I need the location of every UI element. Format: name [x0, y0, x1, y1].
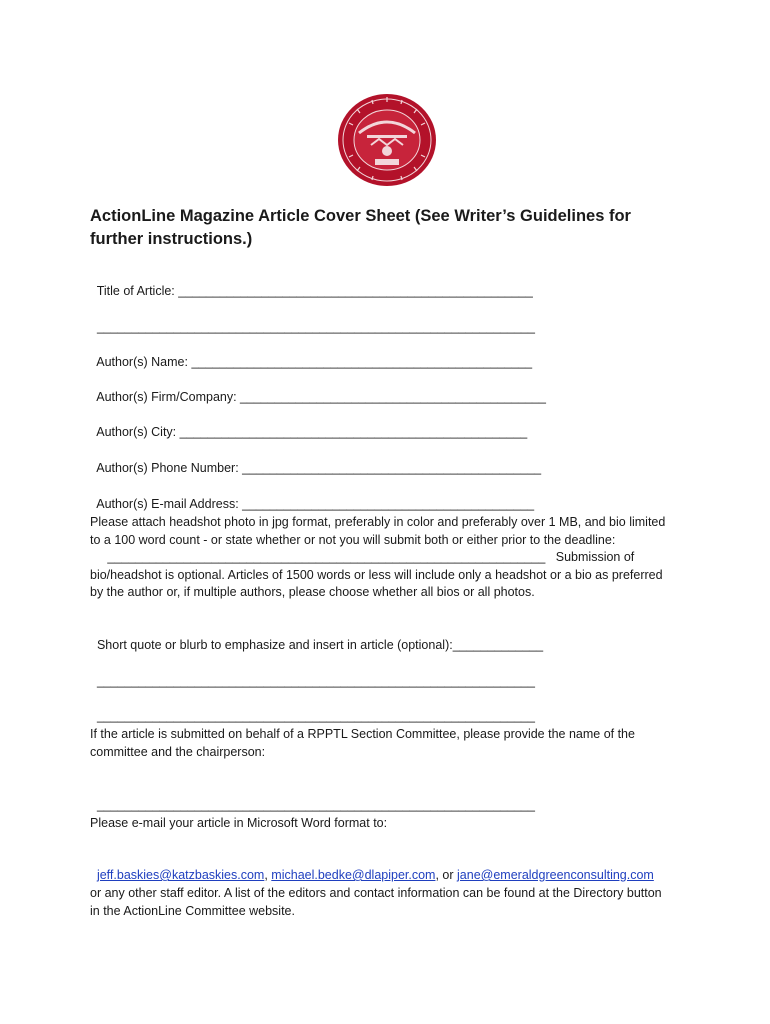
field-author-city[interactable] [90, 407, 527, 441]
field-author-firm[interactable] [90, 372, 546, 406]
field-title-continuation[interactable] [90, 302, 535, 336]
field-label: Short quote or blurb to emphasize and insert in article (optional): [96, 638, 453, 652]
field-quote-line-2[interactable] [90, 691, 535, 725]
email-separator: , [264, 868, 272, 882]
field-blank[interactable]: _______________________________________________________________ [96, 674, 535, 688]
headshot-instructions [90, 514, 668, 602]
email-separator: , or [435, 868, 458, 882]
florida-bar-seal [337, 93, 437, 187]
page-title: ActionLine Magazine Article Cover Sheet (See Writer’s Guidelines for further instructions.) [90, 207, 631, 248]
field-label: Author(s) Firm/Company: [96, 390, 241, 404]
field-blank[interactable]: __________________________________________________ [179, 425, 528, 439]
field-blank[interactable]: _______________________________________________________________ [96, 709, 535, 723]
field-blank[interactable]: __________________________________________ [242, 497, 535, 511]
field-label: Author(s) E-mail Address: [96, 497, 243, 511]
field-blank[interactable]: _______________________________________________________________ [96, 320, 535, 334]
email-list [90, 850, 654, 884]
field-label: Author(s) Name: [96, 355, 192, 369]
field-label: Author(s) Phone Number: [96, 461, 243, 475]
headshot-text-optional: Submission of bio/headshot is optional. Articles of 1500 words or less will include only a headshot or a bio as preferred by the author or, if multiple authors, please choose whether all bios or all photos. [90, 550, 663, 599]
field-short-quote[interactable] [90, 620, 543, 654]
field-title-of-article[interactable] [90, 266, 533, 300]
field-author-email[interactable] [90, 479, 534, 513]
email-link-bedke[interactable]: michael.bedke@dlapiper.com [271, 868, 436, 882]
email-instructions: Please e-mail your article in Microsoft Word format to: [90, 816, 388, 830]
footer-text: or any other staff editor. A list of the editors and contact information can be found at the Directory button in the ActionLine Committee website. [90, 886, 662, 918]
field-blank[interactable]: _______________________________________________________________ [96, 798, 535, 812]
seal-icon [337, 93, 437, 187]
deadline-blank[interactable]: _______________________________________________________________ [90, 550, 556, 564]
email-link-jane[interactable]: jane@emeraldgreenconsulting.com [457, 868, 654, 882]
field-blank[interactable]: ___________________________________________________ [178, 284, 533, 298]
field-blank[interactable]: ____________________________________________ [240, 390, 546, 404]
field-blank[interactable]: _________________________________________________ [191, 355, 533, 369]
field-label: Title of Article: [96, 284, 179, 298]
field-author-phone[interactable] [90, 443, 541, 477]
field-label: Author(s) City: [96, 425, 180, 439]
headshot-text: Please attach headshot photo in jpg format, preferably in color and preferably over 1 MB, and bio limited to a 100 word count - or state whether or not you will submit both or either prior to the deadline: [90, 515, 666, 547]
email-link-baskies[interactable]: jeff.baskies@katzbaskies.com [96, 868, 265, 882]
field-blank[interactable]: _____________ [452, 638, 544, 652]
field-quote-line-1[interactable] [90, 656, 535, 690]
field-author-name[interactable] [90, 337, 532, 371]
field-committee[interactable] [90, 780, 535, 814]
field-blank[interactable]: ___________________________________________ [242, 461, 542, 475]
committee-instructions: If the article is submitted on behalf of a RPPTL Section Committee, please provide the name of the committee and the chairperson: [90, 727, 635, 759]
